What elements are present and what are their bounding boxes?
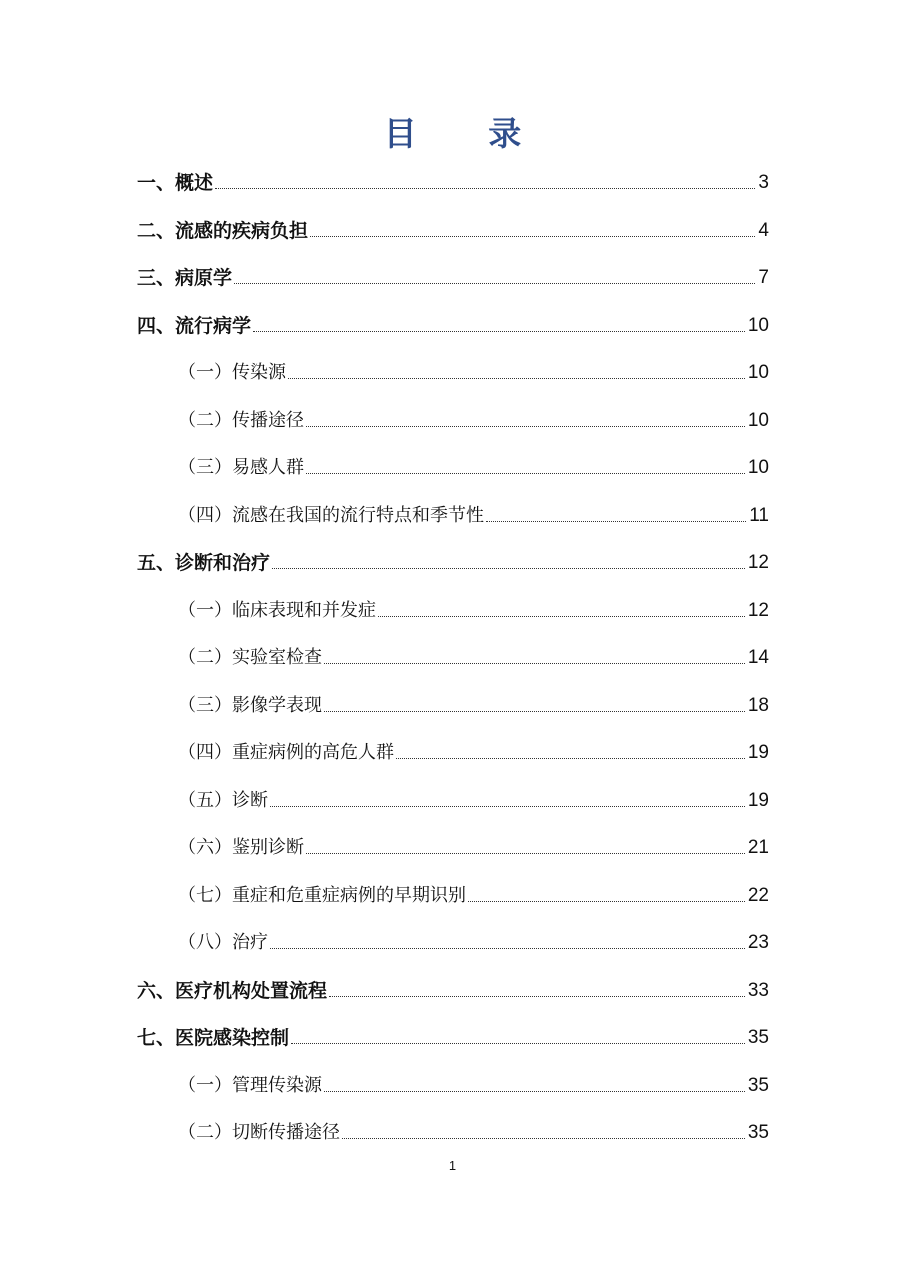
toc-entry[interactable] [178, 501, 769, 531]
toc-entry-label: （二）切断传播途径 [178, 1122, 340, 1143]
toc-page-number: 12 [747, 552, 769, 573]
toc-dot-leader [234, 283, 755, 284]
toc-dot-leader [324, 711, 745, 712]
toc-page-number: 18 [747, 694, 769, 716]
toc-page-number: 23 [747, 932, 769, 953]
toc-dot-leader [215, 188, 755, 189]
page-title: 目 录 [383, 114, 552, 153]
toc-entry[interactable] [178, 406, 769, 436]
toc-entry[interactable] [137, 263, 769, 293]
toc-entry-label: （三）易感人群 [178, 457, 304, 478]
toc-dot-leader [342, 1138, 745, 1139]
toc-dot-leader [306, 853, 745, 854]
toc-page-number: 22 [747, 884, 769, 906]
toc-entry[interactable] [137, 548, 769, 578]
toc-page-number: 33 [747, 979, 769, 1001]
toc-entry-label: （五）诊断 [178, 789, 268, 811]
toc-entry[interactable] [178, 691, 769, 721]
toc-entry[interactable] [137, 976, 769, 1006]
toc-page-number: 7 [758, 267, 769, 288]
toc-entry[interactable] [137, 311, 769, 341]
toc-dot-leader [272, 568, 745, 569]
toc-page-number: 21 [747, 837, 769, 858]
toc-entry[interactable] [178, 596, 769, 626]
toc-dot-leader [324, 663, 745, 664]
toc-dot-leader [329, 996, 745, 997]
toc-entry-label: 五、诊断和治疗 [137, 552, 271, 574]
toc-dot-leader [270, 806, 745, 807]
toc-entry[interactable] [178, 358, 769, 388]
footer-page-number: 1 [448, 1158, 457, 1173]
toc-page-number: 11 [749, 504, 769, 526]
toc-entry-label: 六、医疗机构处置流程 [137, 979, 328, 1002]
toc-entry-label: 三、病原学 [137, 267, 233, 289]
toc-dot-leader [310, 236, 755, 237]
toc-entry[interactable] [178, 881, 769, 911]
toc-entry[interactable] [137, 1023, 769, 1053]
toc-dot-leader [378, 616, 745, 617]
toc-entry[interactable] [178, 928, 769, 958]
toc-entry-label: （六）鉴别诊断 [178, 837, 304, 858]
toc-dot-leader [324, 1091, 745, 1092]
toc-page-number: 14 [747, 647, 769, 668]
toc-entry[interactable] [178, 643, 769, 673]
toc-entry[interactable] [178, 786, 769, 816]
toc-entry-label: 二、流感的疾病负担 [137, 219, 309, 242]
toc-page-number: 10 [747, 409, 769, 431]
toc-dot-leader [291, 1043, 745, 1044]
toc-entry-label: 七、医院感染控制 [137, 1027, 290, 1049]
toc-entry-label: （四）重症病例的高危人群 [178, 742, 394, 763]
toc-dot-leader [306, 426, 745, 427]
toc-entry-label: （一）管理传染源 [178, 1074, 322, 1096]
toc-entry[interactable] [137, 216, 769, 246]
toc-entry[interactable] [178, 1071, 769, 1101]
toc-dot-leader [270, 948, 745, 949]
toc-page-number: 19 [747, 742, 769, 763]
toc-page-number: 35 [747, 1074, 769, 1096]
toc-entry-label: （八）治疗 [178, 932, 268, 953]
toc-entry[interactable] [178, 453, 769, 483]
toc-page-number: 4 [758, 219, 769, 241]
toc-entry[interactable] [178, 1118, 769, 1148]
toc-entry[interactable] [178, 738, 769, 768]
toc-page-number: 3 [758, 172, 769, 193]
toc-page-number: 10 [747, 362, 769, 383]
toc-entry-label: （一）临床表现和并发症 [178, 599, 376, 621]
toc-page-number: 12 [747, 599, 769, 621]
toc-entry-label: 一、概述 [137, 172, 214, 194]
toc-page-number: 35 [747, 1122, 769, 1143]
toc-dot-leader [486, 521, 746, 522]
toc-dot-leader [253, 331, 745, 332]
toc-page-number: 19 [747, 789, 769, 811]
toc-dot-leader [396, 758, 745, 759]
toc-entry[interactable] [137, 168, 769, 198]
toc-entry-label: （二）传播途径 [178, 409, 304, 431]
toc-entry-label: 四、流行病学 [137, 314, 252, 337]
toc-entry-label: （四）流感在我国的流行特点和季节性 [178, 504, 484, 526]
toc-dot-leader [288, 378, 745, 379]
toc-page-number: 10 [747, 457, 769, 478]
toc-entry-label: （二）实验室检查 [178, 647, 322, 668]
toc-entry-label: （七）重症和危重症病例的早期识别 [178, 884, 466, 906]
toc-entry[interactable] [178, 833, 769, 863]
toc-page-number: 35 [747, 1027, 769, 1048]
toc-entry-label: （一）传染源 [178, 362, 286, 383]
toc-dot-leader [306, 473, 745, 474]
toc-dot-leader [468, 901, 745, 902]
toc-page-number: 10 [747, 314, 769, 336]
toc-entry-label: （三）影像学表现 [178, 694, 322, 716]
